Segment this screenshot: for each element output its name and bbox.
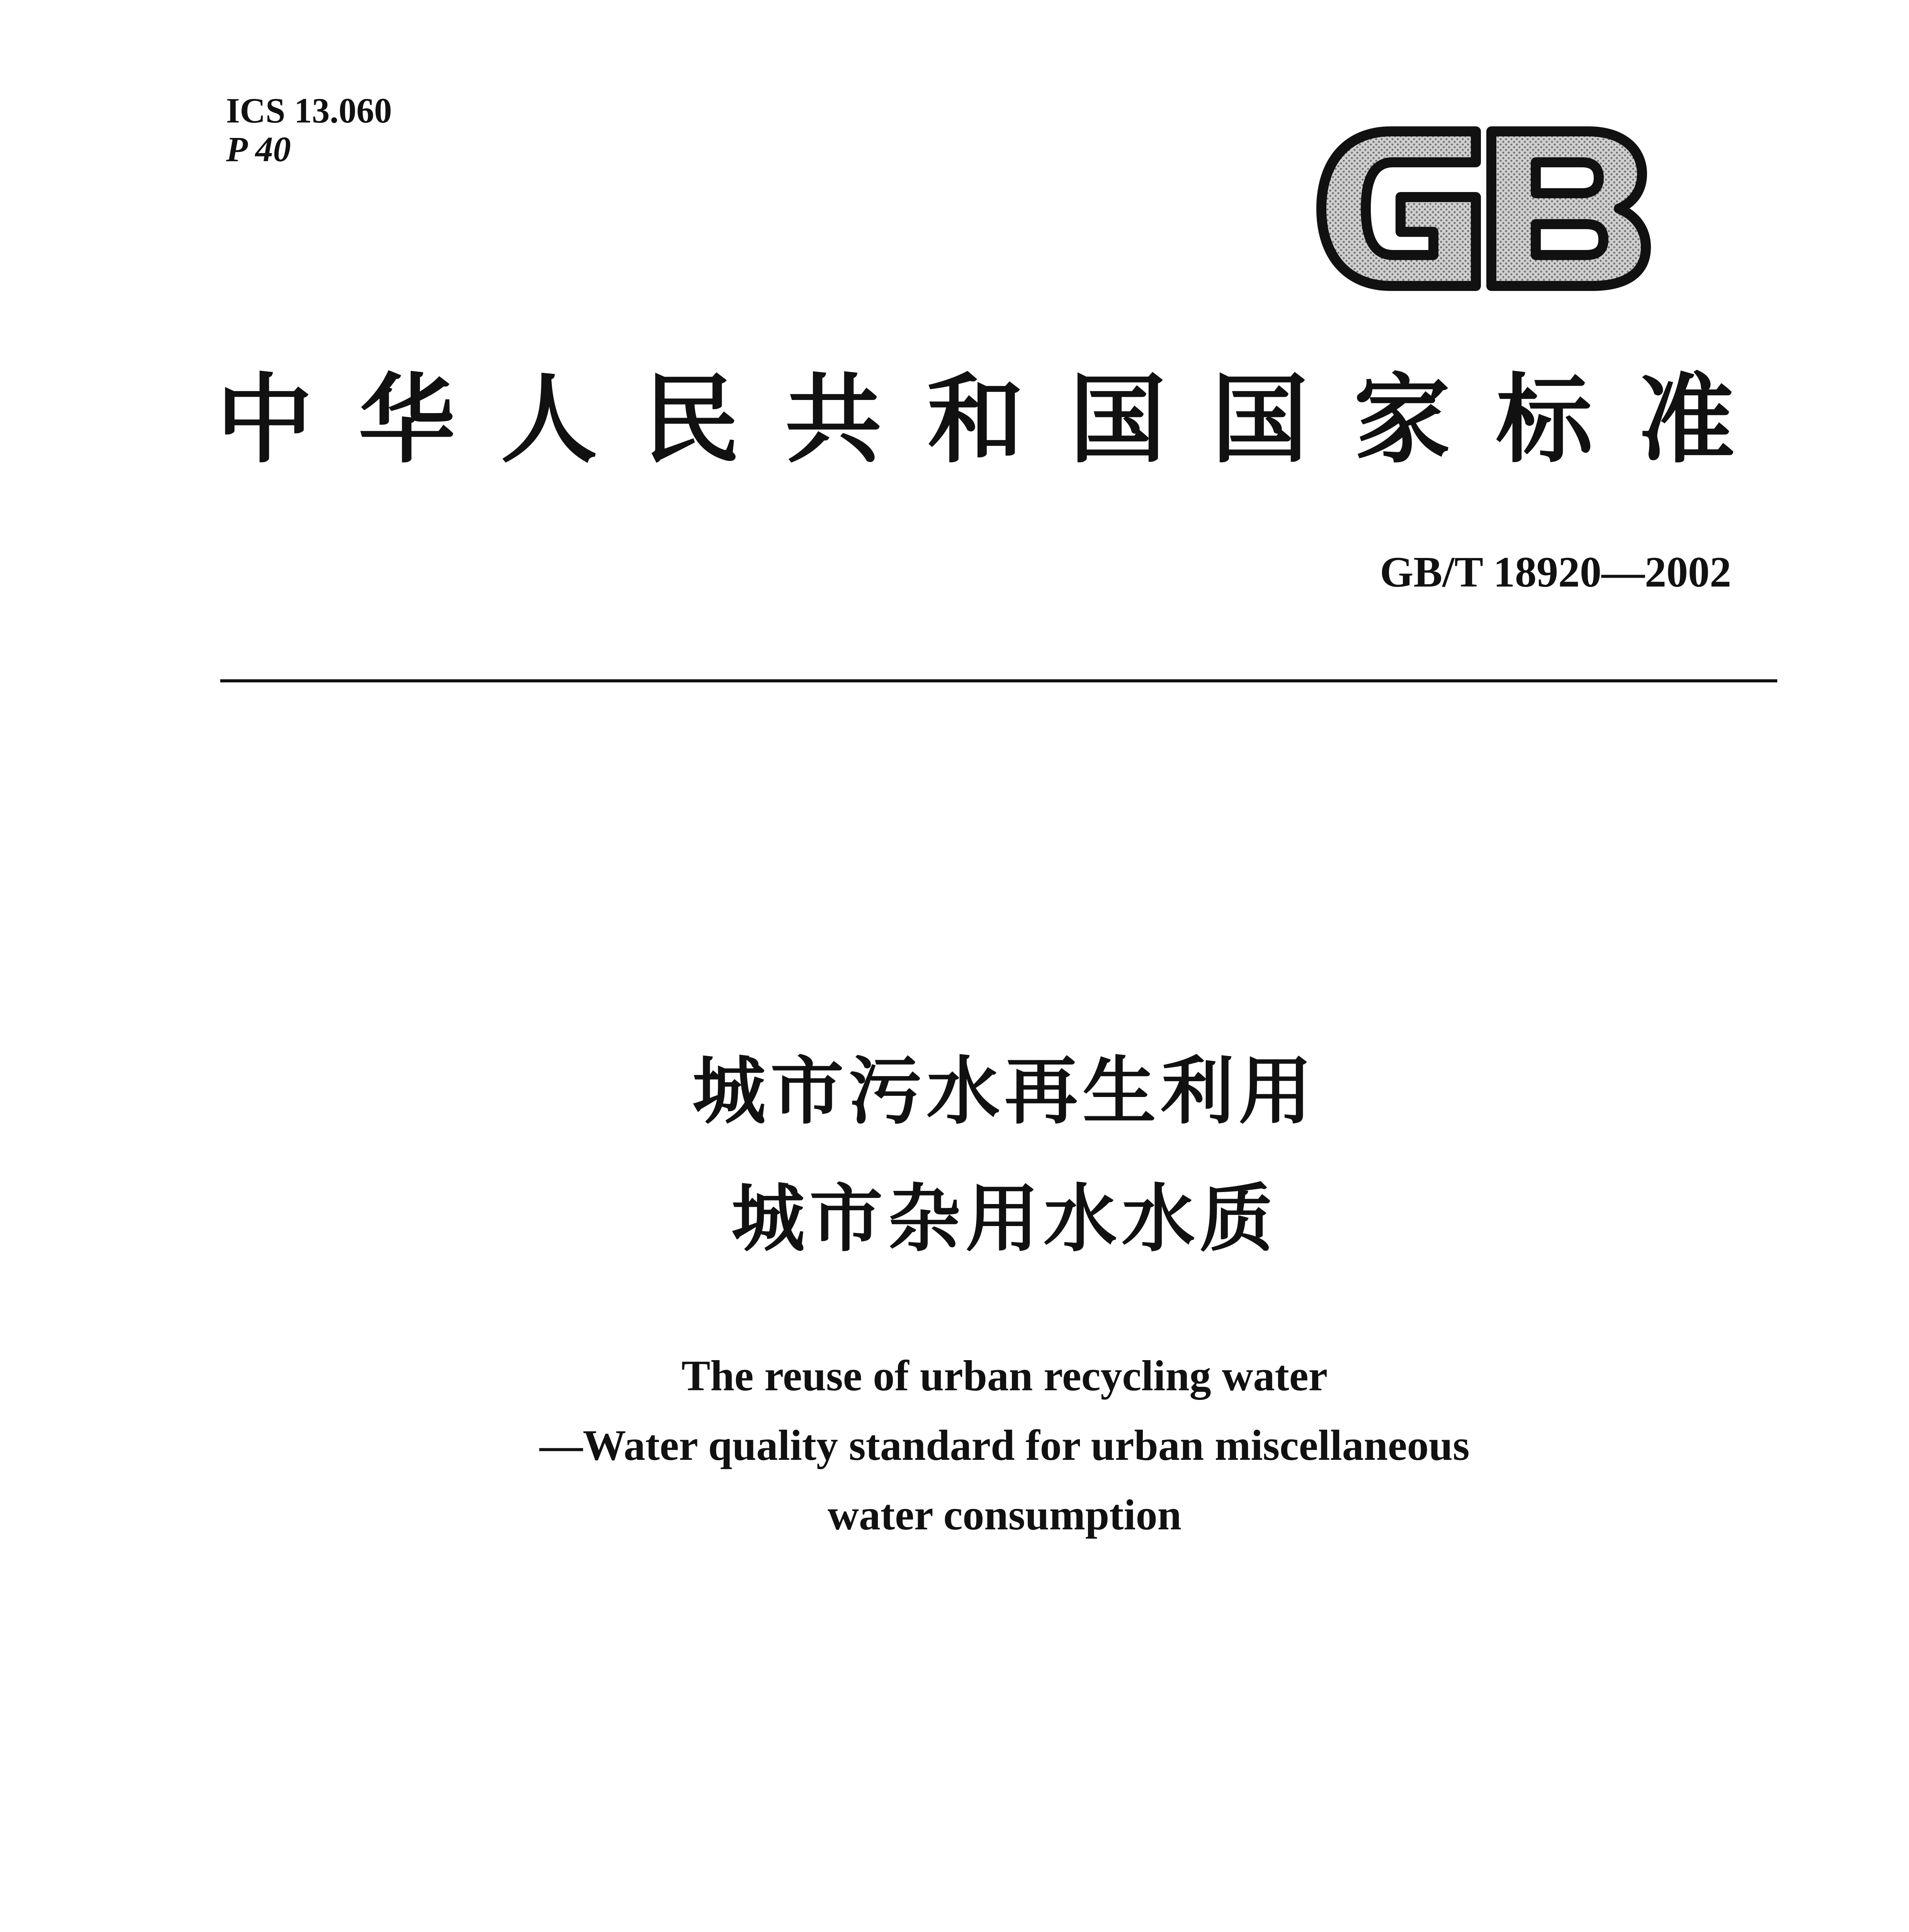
english-title-line-3: water consumption xyxy=(828,1491,1181,1539)
national-standard-title: 中华人民共和国国家标准 xyxy=(216,362,1780,476)
english-title-line-2: —Water quality standard for urban miscellaneous xyxy=(539,1422,1470,1469)
chinese-title-line-1: 城市污水再生利用 xyxy=(692,1049,1317,1134)
standard-number: GB/T 18920—2002 xyxy=(1380,548,1731,596)
english-title-line-1: The reuse of urban recycling water xyxy=(681,1352,1328,1400)
top-divider xyxy=(220,679,1777,682)
ics-code: ICS 13.060 xyxy=(226,91,392,130)
gb-logo xyxy=(1310,116,1657,301)
ccs-code: P 40 xyxy=(226,129,291,169)
chinese-title-line-2: 城市杂用水水质 xyxy=(731,1176,1278,1262)
